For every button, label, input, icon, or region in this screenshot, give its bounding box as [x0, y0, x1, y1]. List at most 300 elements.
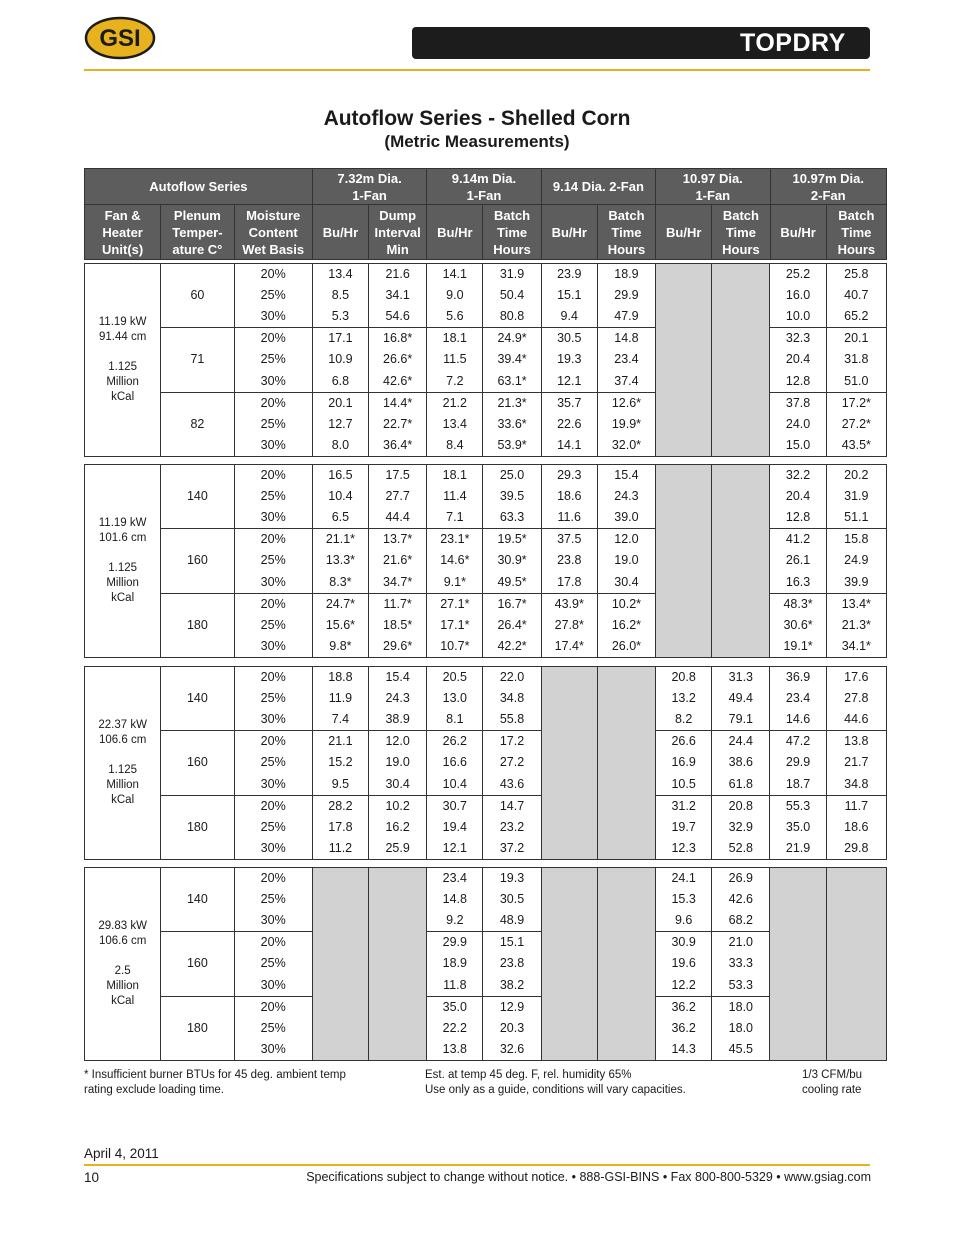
value-cell: 12.0 [597, 529, 655, 551]
moisture-content: 30% [234, 435, 312, 457]
table-row [85, 795, 887, 817]
plenum-temp: 160 [161, 731, 234, 795]
value-cell: 19.9* [597, 414, 655, 435]
not-available-cell [312, 868, 368, 1061]
value-cell: 30.9* [483, 550, 541, 571]
value-cell: 17.8 [312, 817, 368, 838]
value-cell: 24.3 [369, 688, 427, 709]
value-cell: 17.2 [483, 731, 541, 753]
value-cell: 14.8 [427, 889, 483, 910]
column-header: Moisture Content Wet Basis [234, 205, 312, 260]
moisture-content: 25% [234, 688, 312, 709]
moisture-content: 30% [234, 371, 312, 393]
value-cell: 20.8 [656, 667, 712, 689]
value-cell: 27.7 [369, 486, 427, 507]
value-cell: 80.8 [483, 306, 541, 328]
data-block [84, 464, 887, 658]
value-cell: 14.6* [427, 550, 483, 571]
value-cell: 50.4 [483, 285, 541, 306]
value-cell: 36.2 [656, 1018, 712, 1039]
value-cell: 13.2 [656, 688, 712, 709]
value-cell: 32.9 [712, 817, 770, 838]
moisture-content: 25% [234, 285, 312, 306]
not-available-cell [656, 264, 712, 457]
bin-size-header: 7.32m Dia. 1-Fan [312, 169, 426, 205]
moisture-content: 25% [234, 550, 312, 571]
value-cell: 34.8 [826, 774, 886, 796]
value-cell: 52.8 [712, 838, 770, 860]
value-cell: 37.2 [483, 838, 541, 860]
value-cell: 39.5 [483, 486, 541, 507]
value-cell: 12.1 [541, 371, 597, 393]
value-cell: 42.6 [712, 889, 770, 910]
moisture-content: 30% [234, 774, 312, 796]
value-cell: 31.9 [826, 486, 886, 507]
value-cell: 14.4* [369, 392, 427, 414]
moisture-content: 30% [234, 636, 312, 658]
value-cell: 10.4 [312, 486, 368, 507]
value-cell: 30.9 [656, 932, 712, 954]
value-cell: 19.0 [597, 550, 655, 571]
value-cell: 10.0 [770, 306, 826, 328]
moisture-content: 20% [234, 465, 312, 487]
value-cell: 16.3 [770, 572, 826, 594]
value-cell: 33.3 [712, 953, 770, 974]
value-cell: 34.1 [369, 285, 427, 306]
not-available-cell [712, 264, 770, 457]
not-available-cell [826, 868, 886, 1061]
value-cell: 35.7 [541, 392, 597, 414]
table-row [85, 465, 887, 487]
moisture-content: 20% [234, 996, 312, 1018]
value-cell: 12.7 [312, 414, 368, 435]
value-cell: 26.1 [770, 550, 826, 571]
value-cell: 6.5 [312, 507, 368, 529]
value-cell: 24.4 [712, 731, 770, 753]
value-cell: 22.2 [427, 1018, 483, 1039]
value-cell: 27.1* [427, 593, 483, 615]
value-cell: 7.4 [312, 709, 368, 731]
value-cell: 24.7* [312, 593, 368, 615]
not-available-cell [541, 868, 597, 1061]
value-cell: 22.0 [483, 667, 541, 689]
bin-size-header: 10.97m Dia. 2-Fan [770, 169, 887, 205]
value-cell: 20.4 [770, 486, 826, 507]
value-cell: 27.8 [826, 688, 886, 709]
value-cell: 8.4 [427, 435, 483, 457]
value-cell: 6.8 [312, 371, 368, 393]
value-cell: 24.3 [597, 486, 655, 507]
value-cell: 14.1 [427, 264, 483, 286]
value-cell: 20.1 [312, 392, 368, 414]
value-cell: 19.4 [427, 817, 483, 838]
value-cell: 28.2 [312, 795, 368, 817]
value-cell: 32.3 [770, 328, 826, 350]
column-header: Bu/Hr [770, 205, 826, 260]
value-cell: 63.1* [483, 371, 541, 393]
value-cell: 37.5 [541, 529, 597, 551]
value-cell: 35.0 [770, 817, 826, 838]
column-header: Bu/Hr [427, 205, 483, 260]
moisture-content: 25% [234, 1018, 312, 1039]
plenum-temp: 60 [161, 264, 234, 328]
value-cell: 10.9 [312, 349, 368, 370]
value-cell: 25.2 [770, 264, 826, 286]
value-cell: 23.4 [597, 349, 655, 370]
fan-heater-unit: 22.37 kW 106.6 cm 1.125 Million kCal [85, 667, 161, 860]
value-cell: 12.9 [483, 996, 541, 1018]
value-cell: 37.8 [770, 392, 826, 414]
value-cell: 36.2 [656, 996, 712, 1018]
value-cell: 29.8 [826, 838, 886, 860]
page-title: Autoflow Series - Shelled Corn [323, 107, 631, 130]
value-cell: 20.3 [483, 1018, 541, 1039]
value-cell: 51.1 [826, 507, 886, 529]
value-cell: 15.8 [826, 529, 886, 551]
value-cell: 68.2 [712, 910, 770, 932]
value-cell: 17.8 [541, 572, 597, 594]
value-cell: 23.4 [770, 688, 826, 709]
value-cell: 54.6 [369, 306, 427, 328]
value-cell: 16.5 [312, 465, 368, 487]
moisture-content: 20% [234, 731, 312, 753]
plenum-temp: 71 [161, 328, 234, 392]
moisture-content: 25% [234, 486, 312, 507]
value-cell: 11.5 [427, 349, 483, 370]
value-cell: 42.6* [369, 371, 427, 393]
value-cell: 10.5 [656, 774, 712, 796]
value-cell: 14.3 [656, 1039, 712, 1061]
value-cell: 34.7* [369, 572, 427, 594]
value-cell: 9.0 [427, 285, 483, 306]
value-cell: 19.1* [770, 636, 826, 658]
value-cell: 12.1 [427, 838, 483, 860]
moisture-content: 30% [234, 838, 312, 860]
value-cell: 21.3* [826, 615, 886, 636]
value-cell: 15.1 [541, 285, 597, 306]
footer-spec: Specifications subject to change without notice. • 888-GSI-BINS • Fax 800-800-5329 • www.gsiag.com [306, 1170, 871, 1184]
plenum-temp: 160 [161, 529, 234, 593]
value-cell: 25.8 [826, 264, 886, 286]
value-cell: 21.1 [312, 731, 368, 753]
value-cell: 14.7 [483, 795, 541, 817]
value-cell: 31.8 [826, 349, 886, 370]
bin-size-header: 9.14m Dia. 1-Fan [427, 169, 541, 205]
column-header: Batch Time Hours [597, 205, 655, 260]
value-cell: 61.8 [712, 774, 770, 796]
value-cell: 24.9* [483, 328, 541, 350]
moisture-content: 25% [234, 953, 312, 974]
value-cell: 27.2* [826, 414, 886, 435]
value-cell: 26.2 [427, 731, 483, 753]
value-cell: 8.2 [656, 709, 712, 731]
value-cell: 10.4 [427, 774, 483, 796]
value-cell: 12.8 [770, 371, 826, 393]
value-cell: 20.2 [826, 465, 886, 487]
value-cell: 15.0 [770, 435, 826, 457]
data-block [84, 867, 887, 1061]
column-header: Bu/Hr [656, 205, 712, 260]
footnote-right: 1/3 CFM/bu cooling rate [802, 1069, 863, 1096]
value-cell: 20.5 [427, 667, 483, 689]
value-cell: 18.0 [712, 996, 770, 1018]
moisture-content: 20% [234, 868, 312, 890]
moisture-content: 25% [234, 752, 312, 773]
product-name: TOPDRY [740, 29, 846, 57]
header-rule [84, 69, 870, 71]
value-cell: 19.7 [656, 817, 712, 838]
value-cell: 43.5* [826, 435, 886, 457]
value-cell: 29.9 [770, 752, 826, 773]
column-header: Plenum Temper- ature C° [161, 205, 234, 260]
value-cell: 10.2* [597, 593, 655, 615]
value-cell: 11.2 [312, 838, 368, 860]
value-cell: 18.0 [712, 1018, 770, 1039]
plenum-temp: 180 [161, 593, 234, 657]
moisture-content: 25% [234, 414, 312, 435]
value-cell: 30.5 [483, 889, 541, 910]
product-title-bar [412, 27, 870, 59]
column-header: Batch Time Hours [483, 205, 541, 260]
value-cell: 36.4* [369, 435, 427, 457]
table-row [85, 264, 887, 286]
fan-heater-unit: 11.19 kW 91.44 cm 1.125 Million kCal [85, 264, 161, 457]
value-cell: 32.6 [483, 1039, 541, 1061]
table-header [84, 168, 887, 260]
table-row [85, 932, 887, 954]
table-row [85, 667, 887, 689]
page-number: 10 [84, 1170, 100, 1185]
value-cell: 19.3 [541, 349, 597, 370]
value-cell: 63.3 [483, 507, 541, 529]
value-cell: 19.3 [483, 868, 541, 890]
moisture-content: 30% [234, 975, 312, 997]
value-cell: 38.9 [369, 709, 427, 731]
value-cell: 23.2 [483, 817, 541, 838]
value-cell: 79.1 [712, 709, 770, 731]
value-cell: 5.6 [427, 306, 483, 328]
value-cell: 34.1* [826, 636, 886, 658]
value-cell: 17.1* [427, 615, 483, 636]
value-cell: 35.0 [427, 996, 483, 1018]
bin-size-header: 9.14 Dia. 2-Fan [541, 169, 655, 205]
value-cell: 13.0 [427, 688, 483, 709]
value-cell: 9.8* [312, 636, 368, 658]
value-cell: 19.0 [369, 752, 427, 773]
value-cell: 53.9* [483, 435, 541, 457]
value-cell: 8.3* [312, 572, 368, 594]
value-cell: 16.8* [369, 328, 427, 350]
value-cell: 48.9 [483, 910, 541, 932]
value-cell: 20.1 [826, 328, 886, 350]
value-cell: 14.1 [541, 435, 597, 457]
value-cell: 30.6* [770, 615, 826, 636]
value-cell: 29.3 [541, 465, 597, 487]
bin-size-header: 10.97 Dia. 1-Fan [656, 169, 770, 205]
value-cell: 7.2 [427, 371, 483, 393]
value-cell: 14.8 [597, 328, 655, 350]
logo-text: GSI [99, 25, 141, 52]
value-cell: 49.5* [483, 572, 541, 594]
value-cell: 16.9 [656, 752, 712, 773]
value-cell: 34.8 [483, 688, 541, 709]
value-cell: 17.5 [369, 465, 427, 487]
value-cell: 30.4 [597, 572, 655, 594]
plenum-temp: 180 [161, 996, 234, 1060]
value-cell: 18.8 [312, 667, 368, 689]
value-cell: 17.2* [826, 392, 886, 414]
value-cell: 9.5 [312, 774, 368, 796]
value-cell: 12.3 [656, 838, 712, 860]
value-cell: 44.6 [826, 709, 886, 731]
value-cell: 21.6 [369, 264, 427, 286]
not-available-cell [597, 667, 655, 860]
moisture-content: 20% [234, 593, 312, 615]
value-cell: 18.6 [541, 486, 597, 507]
value-cell: 18.6 [826, 817, 886, 838]
moisture-content: 20% [234, 328, 312, 350]
value-cell: 53.3 [712, 975, 770, 997]
value-cell: 55.3 [770, 795, 826, 817]
value-cell: 29.6* [369, 636, 427, 658]
value-cell: 27.8* [541, 615, 597, 636]
column-header: Bu/Hr [541, 205, 597, 260]
value-cell: 5.3 [312, 306, 368, 328]
moisture-content: 25% [234, 817, 312, 838]
value-cell: 13.3* [312, 550, 368, 571]
value-cell: 33.6* [483, 414, 541, 435]
not-available-cell [712, 465, 770, 658]
value-cell: 13.4 [427, 414, 483, 435]
moisture-content: 25% [234, 349, 312, 370]
value-cell: 48.3* [770, 593, 826, 615]
value-cell: 22.7* [369, 414, 427, 435]
value-cell: 24.9 [826, 550, 886, 571]
value-cell: 41.2 [770, 529, 826, 551]
value-cell: 11.4 [427, 486, 483, 507]
value-cell: 31.3 [712, 667, 770, 689]
value-cell: 20.8 [712, 795, 770, 817]
value-cell: 51.0 [826, 371, 886, 393]
value-cell: 23.4 [427, 868, 483, 890]
value-cell: 11.7 [826, 795, 886, 817]
value-cell: 21.7 [826, 752, 886, 773]
value-cell: 9.1* [427, 572, 483, 594]
value-cell: 11.9 [312, 688, 368, 709]
value-cell: 55.8 [483, 709, 541, 731]
plenum-temp: 82 [161, 392, 234, 456]
moisture-content: 20% [234, 795, 312, 817]
footer-rule [84, 1164, 870, 1166]
moisture-content: 25% [234, 889, 312, 910]
value-cell: 22.6 [541, 414, 597, 435]
value-cell: 29.9 [427, 932, 483, 954]
value-cell: 39.4* [483, 349, 541, 370]
fan-heater-unit: 29.83 kW 106.6 cm 2.5 Million kCal [85, 868, 161, 1061]
value-cell: 21.0 [712, 932, 770, 954]
column-header: Batch Time Hours [712, 205, 770, 260]
value-cell: 21.1* [312, 529, 368, 551]
group-header: Autoflow Series [85, 169, 313, 205]
not-available-cell [369, 868, 427, 1061]
table-row [85, 731, 887, 753]
value-cell: 16.6 [427, 752, 483, 773]
not-available-cell [597, 868, 655, 1061]
value-cell: 37.4 [597, 371, 655, 393]
value-cell: 12.2 [656, 975, 712, 997]
moisture-content: 30% [234, 910, 312, 932]
value-cell: 12.6* [597, 392, 655, 414]
value-cell: 31.9 [483, 264, 541, 286]
value-cell: 30.5 [541, 328, 597, 350]
value-cell: 17.6 [826, 667, 886, 689]
value-cell: 43.6 [483, 774, 541, 796]
value-cell: 19.5* [483, 529, 541, 551]
value-cell: 11.6 [541, 507, 597, 529]
value-cell: 47.9 [597, 306, 655, 328]
fan-heater-unit: 11.19 kW 101.6 cm 1.125 Million kCal [85, 465, 161, 658]
value-cell: 9.4 [541, 306, 597, 328]
value-cell: 8.5 [312, 285, 368, 306]
value-cell: 16.2 [369, 817, 427, 838]
value-cell: 32.2 [770, 465, 826, 487]
value-cell: 40.7 [826, 285, 886, 306]
value-cell: 15.4 [369, 667, 427, 689]
value-cell: 21.3* [483, 392, 541, 414]
value-cell: 13.8 [826, 731, 886, 753]
value-cell: 15.2 [312, 752, 368, 773]
value-cell: 18.5* [369, 615, 427, 636]
value-cell: 12.0 [369, 731, 427, 753]
value-cell: 11.8 [427, 975, 483, 997]
value-cell: 7.1 [427, 507, 483, 529]
value-cell: 18.1 [427, 328, 483, 350]
value-cell: 23.8 [541, 550, 597, 571]
value-cell: 39.9 [826, 572, 886, 594]
moisture-content: 20% [234, 667, 312, 689]
value-cell: 13.4* [826, 593, 886, 615]
value-cell: 10.2 [369, 795, 427, 817]
moisture-content: 30% [234, 709, 312, 731]
moisture-content: 30% [234, 507, 312, 529]
not-available-cell [770, 868, 826, 1061]
moisture-content: 20% [234, 932, 312, 954]
value-cell: 15.3 [656, 889, 712, 910]
value-cell: 39.0 [597, 507, 655, 529]
value-cell: 13.8 [427, 1039, 483, 1061]
value-cell: 13.7* [369, 529, 427, 551]
value-cell: 27.2 [483, 752, 541, 773]
value-cell: 26.6 [656, 731, 712, 753]
value-cell: 8.1 [427, 709, 483, 731]
value-cell: 25.9 [369, 838, 427, 860]
value-cell: 9.6 [656, 910, 712, 932]
value-cell: 42.2* [483, 636, 541, 658]
value-cell: 16.0 [770, 285, 826, 306]
value-cell: 21.6* [369, 550, 427, 571]
moisture-content: 30% [234, 306, 312, 328]
column-header: Dump Interval Min [369, 205, 427, 260]
value-cell: 21.9 [770, 838, 826, 860]
data-block [84, 263, 887, 457]
value-cell: 12.8 [770, 507, 826, 529]
value-cell: 15.6* [312, 615, 368, 636]
value-cell: 30.4 [369, 774, 427, 796]
publish-date: April 4, 2011 [84, 1146, 159, 1161]
footnote-middle: Est. at temp 45 deg. F, rel. humidity 65% Use only as a guide, conditions will vary capacities. [425, 1069, 686, 1096]
value-cell: 18.1 [427, 465, 483, 487]
value-cell: 26.0* [597, 636, 655, 658]
